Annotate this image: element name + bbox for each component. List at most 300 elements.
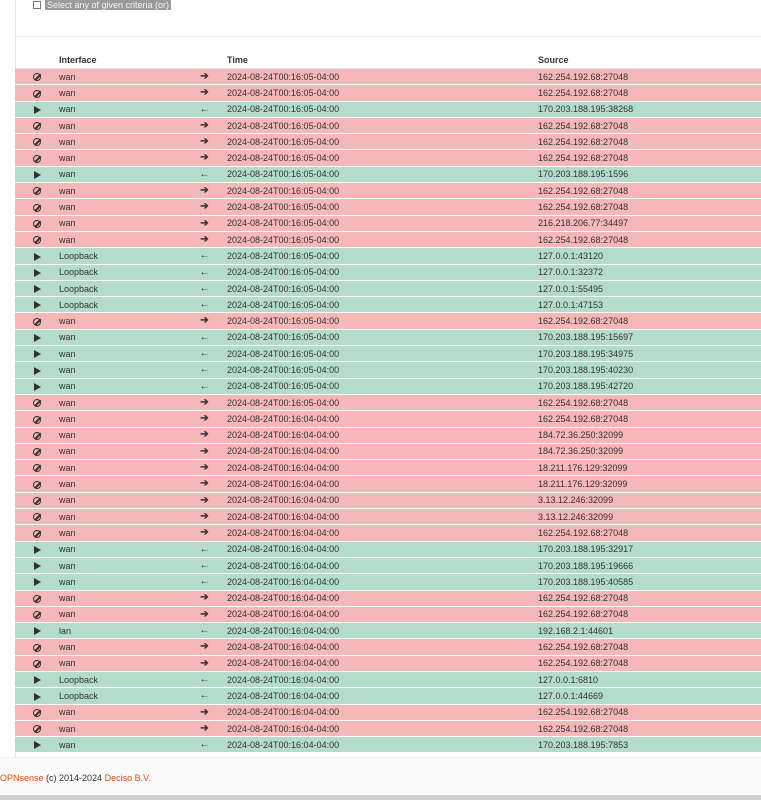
table-row[interactable]	[15, 117, 761, 133]
source-cell: 162.254.192.68:27048	[538, 69, 761, 85]
time-cell: 2024-08-24T00:16:04-04:00	[227, 737, 538, 753]
block-icon[interactable]	[33, 236, 41, 244]
time-cell: 2024-08-24T00:16:04-04:00	[227, 574, 538, 590]
source-cell: 192.168.2.1:44601	[538, 623, 761, 639]
table-row[interactable]	[15, 362, 761, 378]
action-cell	[15, 623, 59, 639]
table-row[interactable]	[15, 671, 761, 687]
time-cell: 2024-08-24T00:16:05-04:00	[227, 183, 538, 199]
table-header-row	[15, 51, 761, 69]
block-icon[interactable]	[33, 513, 41, 521]
interface-cell: wan	[59, 655, 182, 671]
arrow-right-icon: ➔	[200, 217, 209, 229]
source-cell: 170.203.188.195:15697	[538, 329, 761, 345]
direction-cell	[182, 443, 227, 459]
play-icon[interactable]	[34, 301, 41, 309]
source-cell: 127.0.0.1:47153	[538, 297, 761, 313]
direction-cell	[182, 655, 227, 671]
play-icon[interactable]	[34, 350, 41, 358]
block-icon[interactable]	[33, 644, 41, 652]
table-row[interactable]	[15, 346, 761, 362]
direction-cell	[182, 492, 227, 508]
direction-cell	[182, 85, 227, 101]
arrow-left-icon: ←	[199, 331, 210, 343]
interface-cell: wan	[59, 101, 182, 117]
play-icon[interactable]	[34, 546, 41, 554]
arrow-left-icon: ←	[199, 625, 210, 637]
criteria-filter[interactable]	[33, 0, 171, 10]
direction-cell	[182, 215, 227, 231]
action-cell	[15, 443, 59, 459]
source-cell: 170.203.188.195:7853	[538, 737, 761, 753]
table-row[interactable]	[15, 509, 761, 525]
interface-cell: wan	[59, 117, 182, 133]
action-cell	[15, 411, 59, 427]
table-row[interactable]	[15, 639, 761, 655]
direction-cell	[182, 590, 227, 606]
table-row[interactable]	[15, 297, 761, 313]
action-cell	[15, 117, 59, 133]
interface-cell: wan	[59, 394, 182, 410]
direction-cell	[182, 509, 227, 525]
block-icon[interactable]	[33, 73, 41, 81]
block-icon[interactable]	[33, 497, 41, 505]
action-cell	[15, 215, 59, 231]
table-row[interactable]	[15, 688, 761, 704]
table-row[interactable]	[15, 264, 761, 280]
play-icon[interactable]	[34, 367, 41, 375]
time-cell: 2024-08-24T00:16:05-04:00	[227, 231, 538, 247]
interface-cell: wan	[59, 737, 182, 753]
arrow-right-icon: ➔	[200, 478, 209, 490]
source-cell: 162.254.192.68:27048	[538, 313, 761, 329]
arrow-right-icon: ➔	[200, 152, 209, 164]
play-icon[interactable]	[34, 693, 41, 701]
arrow-right-icon: ➔	[200, 185, 209, 197]
source-cell: 162.254.192.68:27048	[538, 134, 761, 150]
action-cell	[15, 427, 59, 443]
source-cell: 162.254.192.68:27048	[538, 117, 761, 133]
table-row[interactable]	[15, 329, 761, 345]
arrow-right-icon: ➔	[200, 462, 209, 474]
action-cell	[15, 525, 59, 541]
interface-cell: wan	[59, 443, 182, 459]
block-icon[interactable]	[33, 530, 41, 538]
time-cell: 2024-08-24T00:16:05-04:00	[227, 248, 538, 264]
table-row[interactable]	[15, 574, 761, 590]
play-icon[interactable]	[34, 106, 41, 114]
arrow-left-icon: ←	[199, 559, 210, 571]
arrow-right-icon: ➔	[200, 706, 209, 718]
direction-cell	[182, 671, 227, 687]
time-cell: 2024-08-24T00:16:04-04:00	[227, 623, 538, 639]
direction-cell	[182, 264, 227, 280]
header-interface[interactable]: Interface	[59, 51, 182, 69]
play-icon[interactable]	[34, 676, 41, 684]
source-cell: 127.0.0.1:43120	[538, 248, 761, 264]
direction-cell	[182, 248, 227, 264]
table-row[interactable]	[15, 590, 761, 606]
arrow-left-icon: ←	[199, 103, 210, 115]
source-cell: 162.254.192.68:27048	[538, 199, 761, 215]
time-cell: 2024-08-24T00:16:04-04:00	[227, 688, 538, 704]
arrow-left-icon: ←	[199, 348, 210, 359]
arrow-right-icon: ➔	[200, 592, 209, 604]
source-cell: 162.254.192.68:27048	[538, 394, 761, 410]
interface-cell: wan	[59, 134, 182, 150]
time-cell: 2024-08-24T00:16:05-04:00	[227, 85, 538, 101]
time-cell: 2024-08-24T00:16:05-04:00	[227, 134, 538, 150]
arrow-left-icon: ←	[199, 543, 210, 555]
block-icon[interactable]	[33, 220, 41, 228]
block-icon[interactable]	[33, 155, 41, 163]
action-cell	[15, 248, 59, 264]
play-icon[interactable]	[34, 383, 41, 391]
action-cell	[15, 362, 59, 378]
direction-cell	[182, 394, 227, 410]
action-cell	[15, 85, 59, 101]
time-cell: 2024-08-24T00:16:04-04:00	[227, 590, 538, 606]
action-cell	[15, 313, 59, 329]
interface-cell: wan	[59, 166, 182, 182]
action-cell	[15, 280, 59, 296]
action-cell	[15, 297, 59, 313]
source-cell: 18.211.176.129:32099	[538, 476, 761, 492]
action-cell	[15, 639, 59, 655]
table-row[interactable]	[15, 378, 761, 394]
time-cell: 2024-08-24T00:16:05-04:00	[227, 215, 538, 231]
direction-cell	[182, 101, 227, 117]
action-cell	[15, 329, 59, 345]
arrow-right-icon: ➔	[200, 315, 209, 327]
action-cell	[15, 183, 59, 199]
time-cell: 2024-08-24T00:16:05-04:00	[227, 394, 538, 410]
source-cell: 127.0.0.1:44669	[538, 688, 761, 704]
source-cell: 162.254.192.68:27048	[538, 720, 761, 736]
action-cell	[15, 720, 59, 736]
table-row[interactable]	[15, 411, 761, 427]
time-cell: 2024-08-24T00:16:04-04:00	[227, 655, 538, 671]
interface-cell: wan	[59, 329, 182, 345]
time-cell: 2024-08-24T00:16:05-04:00	[227, 329, 538, 345]
interface-cell: wan	[59, 378, 182, 394]
action-cell	[15, 460, 59, 476]
block-icon[interactable]	[33, 90, 41, 98]
direction-cell	[182, 117, 227, 133]
header-direction[interactable]	[182, 51, 227, 69]
block-icon[interactable]	[33, 464, 41, 472]
action-cell	[15, 737, 59, 753]
time-cell: 2024-08-24T00:16:05-04:00	[227, 150, 538, 166]
table-row[interactable]	[15, 492, 761, 508]
interface-cell: wan	[59, 346, 182, 362]
time-cell: 2024-08-24T00:16:04-04:00	[227, 704, 538, 720]
source-cell: 162.254.192.68:27048	[538, 590, 761, 606]
block-icon[interactable]	[33, 204, 41, 212]
action-cell	[15, 557, 59, 573]
table-row[interactable]	[15, 476, 761, 492]
interface-cell: wan	[59, 509, 182, 525]
table-row[interactable]	[15, 394, 761, 410]
block-icon[interactable]	[33, 138, 41, 146]
direction-cell	[182, 427, 227, 443]
action-cell	[15, 492, 59, 508]
interface-cell: wan	[59, 199, 182, 215]
table-row[interactable]	[15, 655, 761, 671]
time-cell: 2024-08-24T00:16:05-04:00	[227, 362, 538, 378]
block-icon[interactable]	[33, 660, 41, 668]
action-cell	[15, 541, 59, 557]
footer-brand-link[interactable]: OPNsense	[0, 773, 44, 783]
direction-cell	[182, 134, 227, 150]
action-cell	[15, 394, 59, 410]
direction-cell	[182, 704, 227, 720]
header-action[interactable]	[15, 51, 59, 69]
play-icon[interactable]	[34, 253, 41, 261]
table-row[interactable]	[15, 134, 761, 150]
firewall-log-table	[15, 51, 761, 753]
interface-cell: wan	[59, 362, 182, 378]
action-cell	[15, 134, 59, 150]
table-row[interactable]	[15, 199, 761, 215]
table-row[interactable]	[15, 166, 761, 182]
table-row[interactable]	[15, 427, 761, 443]
action-cell	[15, 476, 59, 492]
table-row[interactable]	[15, 183, 761, 199]
table-row[interactable]	[15, 623, 761, 639]
time-cell: 2024-08-24T00:16:04-04:00	[227, 720, 538, 736]
time-cell: 2024-08-24T00:16:05-04:00	[227, 166, 538, 182]
footer-text	[0, 773, 151, 783]
source-cell: 170.203.188.195:40585	[538, 574, 761, 590]
source-cell: 170.203.188.195:42720	[538, 378, 761, 394]
table-row[interactable]	[15, 557, 761, 573]
table-row[interactable]	[15, 606, 761, 622]
source-cell: 127.0.0.1:6810	[538, 671, 761, 687]
interface-cell: wan	[59, 606, 182, 622]
arrow-right-icon: ➔	[200, 608, 209, 620]
table-row[interactable]	[15, 231, 761, 247]
block-icon[interactable]	[33, 448, 41, 456]
arrow-left-icon: ←	[199, 576, 210, 588]
footer-copyright: (c) 2014-2024	[43, 773, 105, 783]
table-row[interactable]	[15, 101, 761, 117]
action-cell	[15, 231, 59, 247]
block-icon[interactable]	[33, 709, 41, 717]
interface-cell: wan	[59, 411, 182, 427]
interface-cell: Loopback	[59, 248, 182, 264]
time-cell: 2024-08-24T00:16:05-04:00	[227, 69, 538, 85]
arrow-left-icon: ←	[199, 168, 210, 180]
arrow-right-icon: ➔	[200, 136, 209, 148]
action-cell	[15, 688, 59, 704]
time-cell: 2024-08-24T00:16:04-04:00	[227, 671, 538, 687]
source-cell: 162.254.192.68:27048	[538, 525, 761, 541]
table-body	[15, 69, 761, 753]
action-cell	[15, 150, 59, 166]
block-icon[interactable]	[33, 481, 41, 489]
time-cell: 2024-08-24T00:16:04-04:00	[227, 427, 538, 443]
block-icon[interactable]	[33, 432, 41, 440]
play-icon[interactable]	[34, 562, 41, 570]
arrow-right-icon: ➔	[200, 87, 209, 99]
block-icon[interactable]	[33, 595, 41, 603]
source-cell: 170.203.188.195:1596	[538, 166, 761, 182]
arrow-left-icon: ←	[199, 739, 210, 751]
arrow-left-icon: ←	[199, 673, 210, 685]
source-cell: 170.203.188.195:34975	[538, 346, 761, 362]
table-row[interactable]	[15, 525, 761, 541]
table-row[interactable]	[15, 280, 761, 296]
action-cell	[15, 166, 59, 182]
source-cell: 3.13.12.246:32099	[538, 509, 761, 525]
time-cell: 2024-08-24T00:16:04-04:00	[227, 557, 538, 573]
table-row[interactable]	[15, 443, 761, 459]
source-cell: 170.203.188.195:32917	[538, 541, 761, 557]
block-icon[interactable]	[33, 725, 41, 733]
play-icon[interactable]	[34, 285, 41, 293]
criteria-label: Select any of given criteria (or)	[47, 0, 170, 10]
time-cell: 2024-08-24T00:16:04-04:00	[227, 525, 538, 541]
arrow-right-icon: ➔	[200, 201, 209, 213]
arrow-right-icon: ➔	[200, 396, 209, 408]
time-cell: 2024-08-24T00:16:04-04:00	[227, 460, 538, 476]
source-cell: 162.254.192.68:27048	[538, 85, 761, 101]
source-cell: 170.203.188.195:19666	[538, 557, 761, 573]
direction-cell	[182, 362, 227, 378]
source-cell: 170.203.188.195:38268	[538, 101, 761, 117]
time-cell: 2024-08-24T00:16:05-04:00	[227, 378, 538, 394]
table-row[interactable]	[15, 720, 761, 736]
time-cell: 2024-08-24T00:16:04-04:00	[227, 509, 538, 525]
direction-cell	[182, 280, 227, 296]
play-icon[interactable]	[34, 741, 41, 749]
direction-cell	[182, 525, 227, 541]
interface-cell: wan	[59, 557, 182, 573]
table-row[interactable]	[15, 215, 761, 231]
block-icon[interactable]	[33, 416, 41, 424]
table-row[interactable]	[15, 248, 761, 264]
table-row[interactable]	[15, 150, 761, 166]
time-cell: 2024-08-24T00:16:04-04:00	[227, 606, 538, 622]
play-icon[interactable]	[34, 334, 41, 342]
action-cell	[15, 606, 59, 622]
play-icon[interactable]	[34, 171, 41, 179]
direction-cell	[182, 313, 227, 329]
action-cell	[15, 704, 59, 720]
arrow-left-icon: ←	[199, 299, 210, 311]
action-cell	[15, 264, 59, 280]
footer	[0, 757, 761, 796]
direction-cell	[182, 574, 227, 590]
action-cell	[15, 509, 59, 525]
source-cell: 162.254.192.68:27048	[538, 411, 761, 427]
time-cell: 2024-08-24T00:16:04-04:00	[227, 492, 538, 508]
play-icon[interactable]	[34, 269, 41, 277]
arrow-right-icon: ➔	[200, 233, 209, 245]
interface-cell: wan	[59, 590, 182, 606]
action-cell	[15, 574, 59, 590]
source-cell: 162.254.192.68:27048	[538, 655, 761, 671]
direction-cell	[182, 460, 227, 476]
direction-cell	[182, 183, 227, 199]
time-cell: 2024-08-24T00:16:05-04:00	[227, 199, 538, 215]
arrow-right-icon: ➔	[200, 527, 209, 539]
block-icon[interactable]	[33, 122, 41, 130]
block-icon[interactable]	[33, 318, 41, 326]
source-cell: 162.254.192.68:27048	[538, 704, 761, 720]
arrow-left-icon: ←	[199, 380, 210, 392]
arrow-right-icon: ➔	[200, 429, 209, 441]
interface-cell: wan	[59, 150, 182, 166]
arrow-right-icon: ➔	[200, 641, 209, 653]
table-row[interactable]	[15, 704, 761, 720]
direction-cell	[182, 688, 227, 704]
direction-cell	[182, 329, 227, 345]
action-cell	[15, 378, 59, 394]
time-cell: 2024-08-24T00:16:04-04:00	[227, 411, 538, 427]
arrow-left-icon: ←	[199, 364, 210, 376]
time-cell: 2024-08-24T00:16:05-04:00	[227, 101, 538, 117]
block-icon[interactable]	[33, 187, 41, 195]
time-cell: 2024-08-24T00:16:05-04:00	[227, 346, 538, 362]
table-row[interactable]	[15, 69, 761, 85]
direction-cell	[182, 150, 227, 166]
action-cell	[15, 590, 59, 606]
source-cell: 127.0.0.1:55495	[538, 280, 761, 296]
separator	[15, 36, 761, 37]
bottom-scrollbar[interactable]	[0, 795, 761, 800]
direction-cell	[182, 199, 227, 215]
arrow-left-icon: ←	[199, 282, 210, 294]
time-cell: 2024-08-24T00:16:05-04:00	[227, 264, 538, 280]
play-icon[interactable]	[34, 627, 41, 635]
table-row[interactable]	[15, 313, 761, 329]
table-row[interactable]	[15, 737, 761, 753]
direction-cell	[182, 557, 227, 573]
arrow-right-icon: ➔	[200, 445, 209, 457]
interface-cell: wan	[59, 541, 182, 557]
block-icon[interactable]	[33, 611, 41, 619]
table-row[interactable]	[15, 460, 761, 476]
arrow-left-icon: ←	[199, 250, 210, 262]
header-source[interactable]: Source	[538, 51, 761, 69]
interface-cell: wan	[59, 704, 182, 720]
interface-cell: wan	[59, 460, 182, 476]
source-cell: 184.72.36.250:32099	[538, 427, 761, 443]
table-row[interactable]	[15, 85, 761, 101]
interface-cell: wan	[59, 574, 182, 590]
source-cell: 162.254.192.68:27048	[538, 183, 761, 199]
block-icon[interactable]	[33, 399, 41, 407]
time-cell: 2024-08-24T00:16:04-04:00	[227, 541, 538, 557]
header-time[interactable]: Time	[227, 51, 538, 69]
interface-cell: wan	[59, 525, 182, 541]
action-cell	[15, 101, 59, 117]
direction-cell	[182, 411, 227, 427]
interface-cell: Loopback	[59, 671, 182, 687]
table-row[interactable]	[15, 541, 761, 557]
arrow-right-icon: ➔	[200, 70, 209, 82]
criteria-checkbox[interactable]	[33, 1, 41, 9]
footer-company-link[interactable]: Deciso B.V.	[104, 773, 151, 783]
interface-cell: wan	[59, 313, 182, 329]
direction-cell	[182, 737, 227, 753]
direction-cell	[182, 231, 227, 247]
play-icon[interactable]	[34, 578, 41, 586]
direction-cell	[182, 166, 227, 182]
direction-cell	[182, 69, 227, 85]
